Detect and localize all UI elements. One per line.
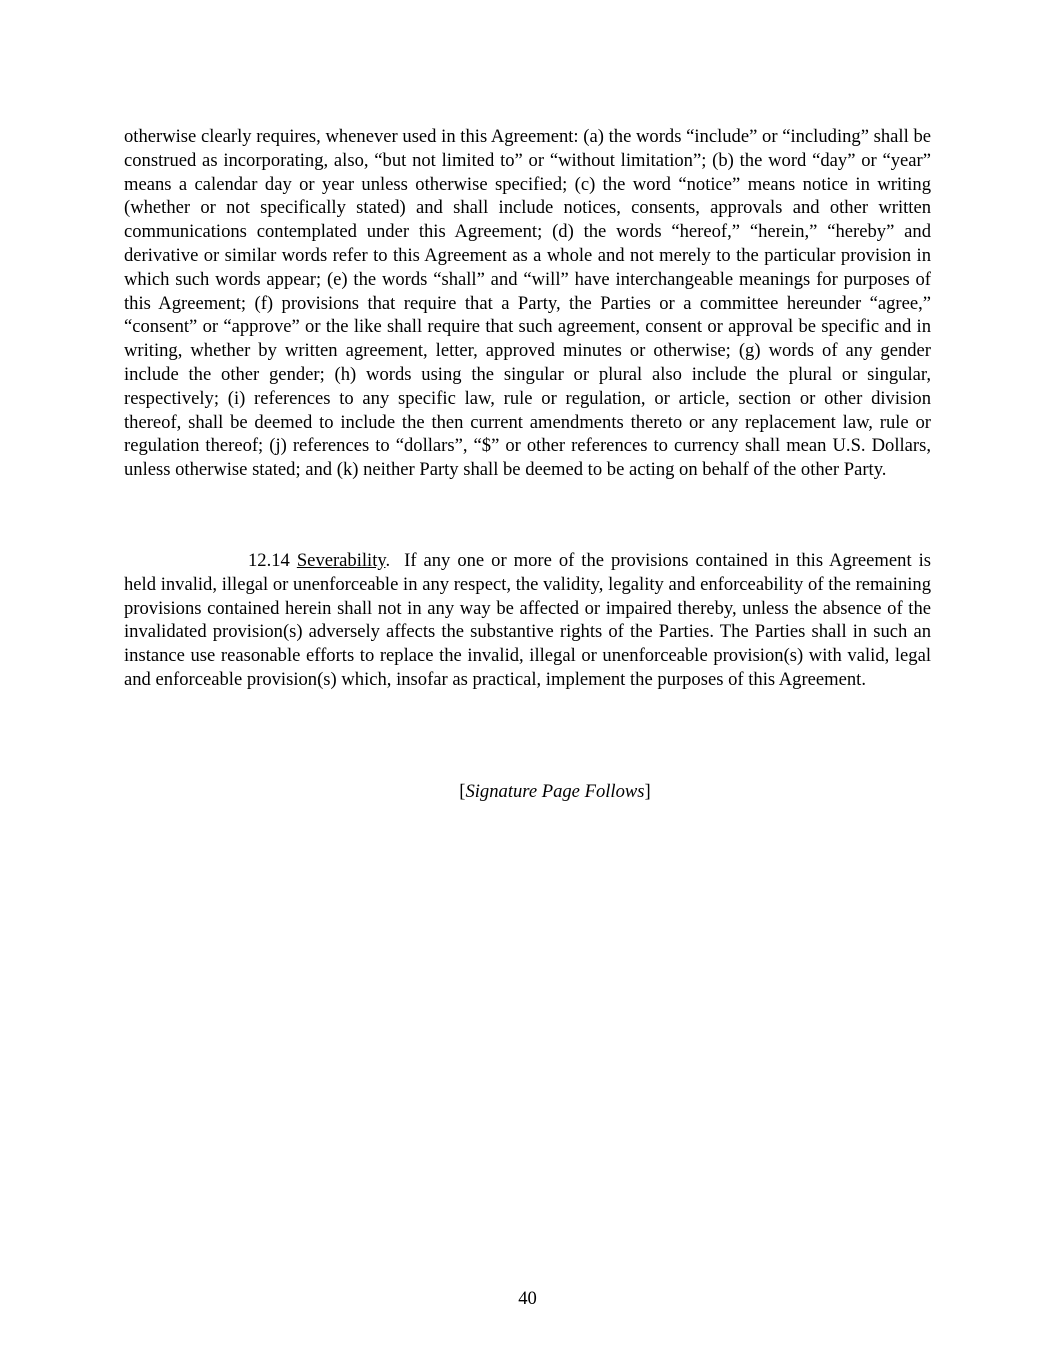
page-number: 40 bbox=[518, 1288, 537, 1309]
section-title: Severability bbox=[296, 550, 386, 571]
signature-note-close-bracket: ] bbox=[644, 781, 651, 802]
section-number: 12.14 bbox=[248, 550, 290, 571]
signature-note-open-bracket: [ bbox=[459, 781, 466, 802]
section-body: If any one or more of the provisions contained in this Agreement is held invalid, illegal or unenforceable in any respect, the validity, legality and enforceability of the remaining provisions contained herein shall not in any way be affected or impaired thereby, unless the absence of the invalidated provision(s) adversely affects the substantive rights of the Parties. The Parties shall in such an instance use reasonable efforts to replace the invalid, illegal or unenforceable provision(s) with valid, legal and enforceable provision(s) which, insofar as practical, implement the purposes of this Agreement. bbox=[124, 550, 932, 690]
severability-paragraph bbox=[124, 549, 931, 692]
section-title-punctuation: . bbox=[385, 550, 391, 571]
signature-note-text: Signature Page Follows bbox=[465, 781, 645, 802]
signature-page-note bbox=[0, 780, 1055, 804]
definitions-continuation-paragraph: otherwise clearly requires, whenever used in this Agreement: (a) the words “include” or “including” shall be construed as incorporating, also, “but not limited to” or “without limitation”; (b) the word “day” or “year” means a calendar day or year unless otherwise specified; (c) the word “notice” means notice in writing (whether or not specifically stated) and shall include notices, consents, approvals and other written communications contemplated under this Agreement; (d) the words “hereof,” “herein,” “hereby” and derivative or similar words refer to this Agreement as a whole and not merely to the particular provision in which such words appear; (e) the words “shall” and “will” have interchangeable meanings for purposes of this Agreement; (f) provisions that require that a Party, the Parties or a committee hereunder “agree,” “consent” or “approve” or the like shall require that such agreement, consent or approval be specific and in writing, whether by written agreement, letter, approved minutes or otherwise; (g) words of any gender include the other gender; (h) words using the singular or plural also include the plural or singular, respectively; (i) references to any specific law, rule or regulation, or article, section or other division thereof, shall be deemed to include the then current amendments thereto or any replacement law, rule or regulation thereof; (j) references to “dollars”, “$” or other references to currency shall mean U.S. Dollars, unless otherwise stated; and (k) neither Party shall be deemed to be acting on behalf of the other Party. bbox=[124, 126, 931, 481]
